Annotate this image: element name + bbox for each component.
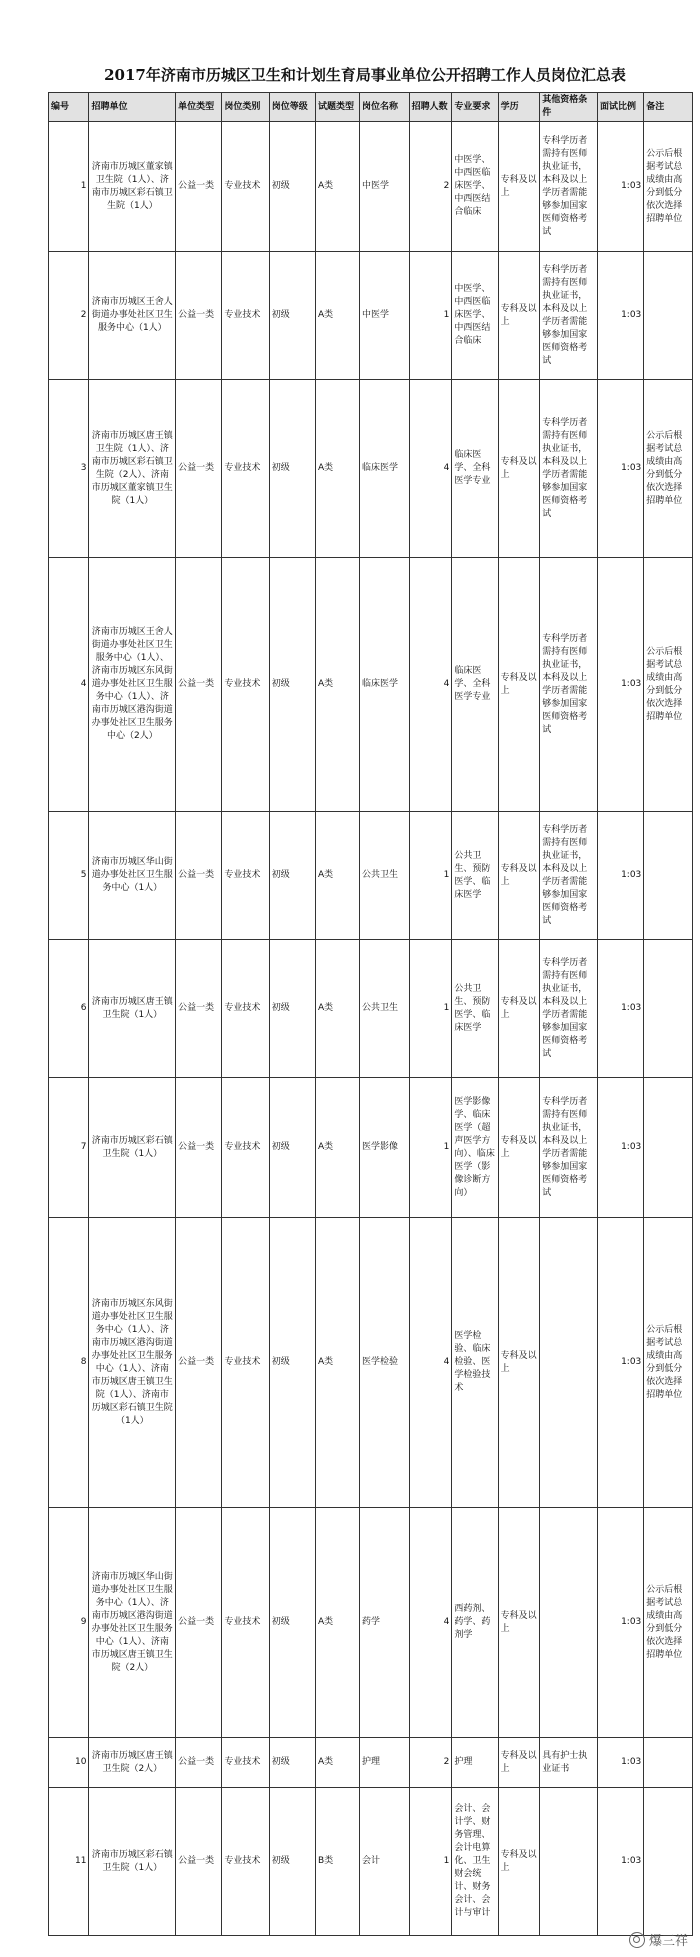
cell-ratio: 1:03	[598, 380, 644, 558]
cell-unit: 济南市历城区彩石镇卫生院（1人）	[89, 1788, 176, 1936]
cell-exam: A类	[316, 122, 360, 252]
cell-ratio: 1:03	[598, 940, 644, 1078]
cell-exam: A类	[316, 380, 360, 558]
cell-unit-type: 公益一类	[176, 558, 222, 812]
header-cell: 试题类型	[316, 93, 360, 122]
cell-count: 4	[409, 380, 452, 558]
cell-major: 临床医学、全科医学专业	[452, 380, 498, 558]
header-cell: 单位类型	[176, 93, 222, 122]
cell-other: 专科学历者需持有医师执业证书，本科及以上学历者需能够参加国家医师资格考试	[540, 1078, 598, 1218]
cell-exam: A类	[316, 558, 360, 812]
cell-post: 医学影像	[359, 1078, 409, 1218]
cell-ratio: 1:03	[598, 1788, 644, 1936]
cell-major: 中医学、中西医临床医学、中西医结合临床	[452, 252, 498, 380]
cell-no: 8	[49, 1218, 89, 1508]
cell-edu: 专科及以上	[498, 1218, 540, 1508]
cell-count: 4	[409, 1508, 452, 1738]
cell-category: 专业技术	[222, 252, 269, 380]
cell-unit-type: 公益一类	[176, 1788, 222, 1936]
cell-note	[644, 940, 693, 1078]
cell-unit-type: 公益一类	[176, 380, 222, 558]
cell-post: 临床医学	[359, 558, 409, 812]
cell-count: 2	[409, 1738, 452, 1788]
cell-no: 6	[49, 940, 89, 1078]
cell-major: 西药剂、药学、药剂学	[452, 1508, 498, 1738]
cell-unit: 济南市历城区唐王镇卫生院（1人）	[89, 940, 176, 1078]
cell-count: 1	[409, 1078, 452, 1218]
cell-category: 专业技术	[222, 122, 269, 252]
cell-category: 专业技术	[222, 940, 269, 1078]
cell-other: 专科学历者需持有医师执业证书，本科及以上学历者需能够参加国家医师资格考试	[540, 558, 598, 812]
cell-unit-type: 公益一类	[176, 1508, 222, 1738]
cell-unit: 济南市历城区王舍人街道办事处社区卫生服务中心（1人）、济南市历城区东风街道办事处社区卫生服务中心（1人）、济南市历城区港沟街道办事处社区卫生服务中心（2人）	[89, 558, 176, 812]
cell-note: 公示后根据考试总成绩由高分到低分依次选择招聘单位	[644, 380, 693, 558]
cell-exam: A类	[316, 1508, 360, 1738]
cell-unit: 济南市历城区王舍人街道办事处社区卫生服务中心（1人）	[89, 252, 176, 380]
cell-count: 4	[409, 1218, 452, 1508]
cell-no: 2	[49, 252, 89, 380]
table-row	[49, 940, 693, 1078]
cell-post: 中医学	[359, 122, 409, 252]
cell-ratio: 1:03	[598, 558, 644, 812]
cell-category: 专业技术	[222, 1738, 269, 1788]
cell-other	[540, 1218, 598, 1508]
cell-no: 10	[49, 1738, 89, 1788]
cell-ratio: 1:03	[598, 812, 644, 940]
cell-no: 5	[49, 812, 89, 940]
watermark	[629, 1930, 688, 1949]
cell-category: 专业技术	[222, 1788, 269, 1936]
header-cell: 其他资格条件	[540, 93, 598, 122]
header-cell: 面试比例	[598, 93, 644, 122]
cell-note: 公示后根据考试总成绩由高分到低分依次选择招聘单位	[644, 122, 693, 252]
header-cell: 编号	[49, 93, 89, 122]
cell-unit: 济南市历城区华山街道办事处社区卫生服务中心（1人）	[89, 812, 176, 940]
cell-level: 初级	[269, 380, 315, 558]
cell-post: 药学	[359, 1508, 409, 1738]
cell-post: 公共卫生	[359, 812, 409, 940]
header-cell: 招聘单位	[89, 93, 176, 122]
table-row	[49, 380, 693, 558]
cell-exam: A类	[316, 252, 360, 380]
cell-note	[644, 812, 693, 940]
cell-unit: 济南市历城区唐王镇卫生院（1人）、济南市历城区彩石镇卫生院（2人）、济南市历城区董家镇卫生院（1人）	[89, 380, 176, 558]
table-row	[49, 1508, 693, 1738]
watermark-text: 爆三祥	[648, 1934, 688, 1949]
cell-other: 专科学历者需持有医师执业证书，本科及以上学历者需能够参加国家医师资格考试	[540, 380, 598, 558]
cell-unit-type: 公益一类	[176, 1078, 222, 1218]
cell-post: 护理	[359, 1738, 409, 1788]
cell-unit: 济南市历城区唐王镇卫生院（2人）	[89, 1738, 176, 1788]
cell-other	[540, 1788, 598, 1936]
cell-exam: A类	[316, 1078, 360, 1218]
cell-count: 1	[409, 940, 452, 1078]
table-row	[49, 1218, 693, 1508]
cell-post: 医学检验	[359, 1218, 409, 1508]
cell-exam: A类	[316, 1218, 360, 1508]
cell-unit-type: 公益一类	[176, 1218, 222, 1508]
cell-exam: A类	[316, 940, 360, 1078]
table-row	[49, 1788, 693, 1936]
cell-other: 专科学历者需持有医师执业证书，本科及以上学历者需能够参加国家医师资格考试	[540, 252, 598, 380]
cell-edu: 专科及以上	[498, 940, 540, 1078]
header-cell: 岗位类别	[222, 93, 269, 122]
cell-count: 2	[409, 122, 452, 252]
cell-major: 医学检验、临床检验、医学检验技术	[452, 1218, 498, 1508]
table-row	[49, 1078, 693, 1218]
header-cell: 岗位等级	[269, 93, 315, 122]
header-cell: 备注	[644, 93, 693, 122]
cell-edu: 专科及以上	[498, 252, 540, 380]
cell-post: 公共卫生	[359, 940, 409, 1078]
cell-edu: 专科及以上	[498, 1788, 540, 1936]
cell-ratio: 1:03	[598, 1078, 644, 1218]
cell-major: 医学影像学、临床医学（超声医学方向）、临床医学（影像诊断方向）	[452, 1078, 498, 1218]
cell-major: 公共卫生、预防医学、临床医学	[452, 940, 498, 1078]
cell-no: 9	[49, 1508, 89, 1738]
cell-count: 1	[409, 1788, 452, 1936]
cell-no: 7	[49, 1078, 89, 1218]
table-row	[49, 812, 693, 940]
cell-unit-type: 公益一类	[176, 812, 222, 940]
cell-note: 公示后根据考试总成绩由高分到低分依次选择招聘单位	[644, 1508, 693, 1738]
cell-note	[644, 1788, 693, 1936]
cell-count: 1	[409, 812, 452, 940]
cell-other: 专科学历者需持有医师执业证书，本科及以上学历者需能够参加国家医师资格考试	[540, 812, 598, 940]
cell-level: 初级	[269, 1788, 315, 1936]
cell-note: 公示后根据考试总成绩由高分到低分依次选择招聘单位	[644, 1218, 693, 1508]
cell-other: 专科学历者需持有医师执业证书，本科及以上学历者需能够参加国家医师资格考试	[540, 940, 598, 1078]
table-row	[49, 252, 693, 380]
cell-ratio: 1:03	[598, 252, 644, 380]
page-title: 2017年济南市历城区卫生和计划生育局事业单位公开招聘工作人员岗位汇总表	[104, 66, 626, 84]
cell-note	[644, 1078, 693, 1218]
header-cell: 学历	[498, 93, 540, 122]
cell-level: 初级	[269, 940, 315, 1078]
cell-ratio: 1:03	[598, 122, 644, 252]
table-row	[49, 122, 693, 252]
cell-other: 具有护士执业证书	[540, 1738, 598, 1788]
cell-major: 公共卫生、预防医学、临床医学	[452, 812, 498, 940]
cell-major: 临床医学、全科医学专业	[452, 558, 498, 812]
cell-edu: 专科及以上	[498, 380, 540, 558]
header-cell: 招聘人数	[409, 93, 452, 122]
cell-edu: 专科及以上	[498, 1078, 540, 1218]
job-table	[48, 92, 693, 1936]
cell-no: 1	[49, 122, 89, 252]
cell-major: 护理	[452, 1738, 498, 1788]
cell-major: 会计、会计学、财务管理、会计电算化、卫生财会统计、财务会计、会计与审计	[452, 1788, 498, 1936]
cell-level: 初级	[269, 252, 315, 380]
cell-level: 初级	[269, 812, 315, 940]
cell-category: 专业技术	[222, 1078, 269, 1218]
cell-level: 初级	[269, 1078, 315, 1218]
cell-other: 专科学历者需持有医师执业证书，本科及以上学历者需能够参加国家医师资格考试	[540, 122, 598, 252]
cell-unit: 济南市历城区东风街道办事处社区卫生服务中心（1人）、济南市历城区港沟街道办事处社区卫生服务中心（1人）、济南市历城区唐王镇卫生院（1人）、济南市历城区彩石镇卫生院（1人）	[89, 1218, 176, 1508]
header-cell: 专业要求	[452, 93, 498, 122]
cell-level: 初级	[269, 1508, 315, 1738]
cell-note	[644, 252, 693, 380]
cell-category: 专业技术	[222, 1508, 269, 1738]
cell-unit: 济南市历城区华山街道办事处社区卫生服务中心（1人）、济南市历城区港沟街道办事处社区卫生服务中心（1人）、济南市历城区唐王镇卫生院（2人）	[89, 1508, 176, 1738]
cell-category: 专业技术	[222, 558, 269, 812]
cell-exam: A类	[316, 1738, 360, 1788]
cell-no: 11	[49, 1788, 89, 1936]
cell-level: 初级	[269, 1218, 315, 1508]
table-row	[49, 558, 693, 812]
cell-ratio: 1:03	[598, 1738, 644, 1788]
cell-ratio: 1:03	[598, 1218, 644, 1508]
cell-count: 1	[409, 252, 452, 380]
wechat-icon	[629, 1932, 645, 1948]
cell-category: 专业技术	[222, 1218, 269, 1508]
cell-edu: 专科及以上	[498, 558, 540, 812]
cell-post: 临床医学	[359, 380, 409, 558]
cell-unit: 济南市历城区董家镇卫生院（1人）、济南市历城区彩石镇卫生院（1人）	[89, 122, 176, 252]
cell-edu: 专科及以上	[498, 1738, 540, 1788]
cell-unit-type: 公益一类	[176, 252, 222, 380]
cell-count: 4	[409, 558, 452, 812]
cell-level: 初级	[269, 558, 315, 812]
cell-no: 4	[49, 558, 89, 812]
cell-other	[540, 1508, 598, 1738]
table-header	[49, 93, 693, 122]
cell-note: 公示后根据考试总成绩由高分到低分依次选择招聘单位	[644, 558, 693, 812]
cell-unit-type: 公益一类	[176, 940, 222, 1078]
cell-edu: 专科及以上	[498, 812, 540, 940]
cell-ratio: 1:03	[598, 1508, 644, 1738]
cell-major: 中医学、中西医临床医学、中西医结合临床	[452, 122, 498, 252]
cell-unit-type: 公益一类	[176, 1738, 222, 1788]
table-row	[49, 1738, 693, 1788]
cell-note	[644, 1738, 693, 1788]
cell-edu: 专科及以上	[498, 1508, 540, 1738]
cell-no: 3	[49, 380, 89, 558]
cell-level: 初级	[269, 1738, 315, 1788]
header-cell: 岗位名称	[359, 93, 409, 122]
cell-category: 专业技术	[222, 380, 269, 558]
cell-unit-type: 公益一类	[176, 122, 222, 252]
cell-level: 初级	[269, 122, 315, 252]
cell-exam: B类	[316, 1788, 360, 1936]
cell-unit: 济南市历城区彩石镇卫生院（1人）	[89, 1078, 176, 1218]
cell-post: 中医学	[359, 252, 409, 380]
cell-edu: 专科及以上	[498, 122, 540, 252]
cell-exam: A类	[316, 812, 360, 940]
cell-category: 专业技术	[222, 812, 269, 940]
cell-post: 会计	[359, 1788, 409, 1936]
